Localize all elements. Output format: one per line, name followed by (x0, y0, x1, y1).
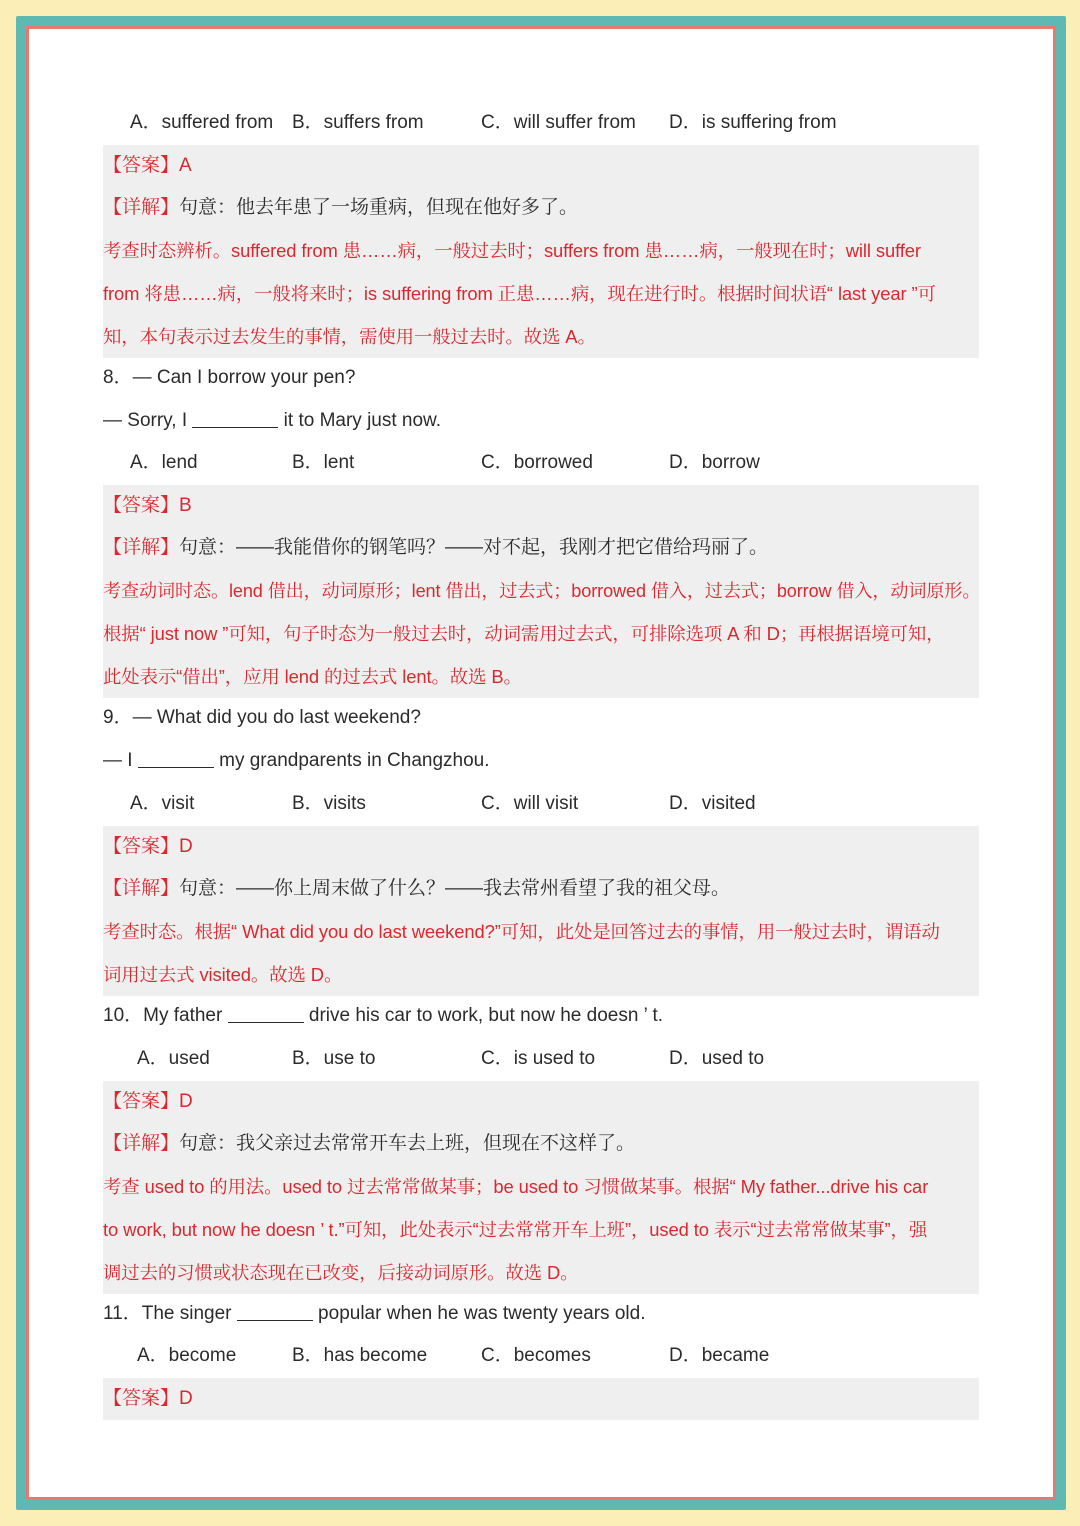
q7-option-b[interactable]: B．suffers from (292, 112, 424, 133)
q8-stem: 8．— Can I borrow your pen? (103, 367, 356, 388)
q10-option-b[interactable]: B．use to (292, 1048, 376, 1069)
q10-blank[interactable] (228, 1002, 304, 1023)
detail-tag: 【详解】 (103, 878, 180, 899)
q9-explanation-1: 考查时态。根据“ What did you do last weekend?”可知，此处是回答过去的事情，用一般过去时，谓语动 (103, 921, 940, 942)
q10-option-c[interactable]: C．is used to (481, 1048, 596, 1069)
answer-tag: 【答案】 (103, 155, 180, 176)
q9-detail-line (103, 868, 730, 910)
q10-options (29, 1038, 929, 1080)
document-page (29, 29, 1053, 1497)
q11-option-a[interactable]: A．become (137, 1345, 237, 1366)
q9-answer-line (103, 826, 193, 868)
q7-option-a[interactable]: A．suffered from (130, 112, 274, 133)
answer-tag: 【答案】 (103, 836, 180, 857)
q10-explanation-2: to work, but now he doesn ’ t.”可知，此处表示“过去常常开车上班”，used to 表示“过去常常做某事”，强 (103, 1219, 928, 1240)
q9-option-c[interactable]: C．will visit (481, 793, 579, 814)
q8-line2 (103, 400, 441, 442)
q10-answer-line (103, 1081, 193, 1123)
q7-answer-box (103, 145, 979, 358)
q7-option-c[interactable]: C．will suffer from (481, 112, 636, 133)
q8-explanation-2: 根据“ just now ”可知，句子时态为一般过去时，动词需用过去式，可排除选项 A 和 D；再根据语境可知， (103, 623, 945, 644)
q8-explanation-1: 考查动词时态。lend 借出，动词原形；lent 借出，过去式；borrowed 借入，过去式；borrow 借入，动词原形。 (103, 581, 981, 601)
q9-answer-box (103, 826, 979, 996)
q10-stem-post: drive his car to work, but now he doesn ’ t. (303, 1005, 664, 1026)
detail-tag: 【详解】 (103, 1133, 180, 1154)
q11-option-c[interactable]: C．becomes (481, 1345, 591, 1366)
q8-option-c[interactable]: C．borrowed (481, 452, 593, 473)
q11-option-d[interactable]: D．became (669, 1345, 770, 1366)
q8-options (29, 442, 929, 484)
q10-option-d[interactable]: D．used to (669, 1048, 765, 1069)
q8-meaning: 句意：——我能借你的钢笔吗？——对不起，我刚才把它借给玛丽了。 (179, 537, 769, 558)
q9-meaning: 句意：——你上周末做了什么？——我去常州看望了我的祖父母。 (179, 878, 731, 899)
detail-tag: 【详解】 (103, 537, 180, 558)
q11-blank[interactable] (237, 1300, 313, 1321)
q7-answer: A (179, 155, 192, 176)
q9-option-d[interactable]: D．visited (669, 793, 756, 814)
q8-answer-line (103, 485, 192, 527)
q10-detail-line (103, 1123, 635, 1165)
q9-line2 (103, 740, 490, 782)
q10-explanation-1: 考查 used to 的用法。used to 过去常常做某事；be used to 习惯做某事。根据“ My father...drive his car (103, 1176, 929, 1197)
q9-blank[interactable] (138, 747, 214, 768)
q11-stem-pre: 11．The singer (103, 1303, 237, 1324)
q8-line2-post: it to Mary just now. (278, 410, 442, 431)
q8-detail-line (103, 527, 768, 569)
q11-answer-box (103, 1378, 979, 1420)
q10-answer: D (179, 1091, 193, 1112)
q10-explanation-3: 调过去的习惯或状态现在已改变，后接动词原形。故选 D。 (103, 1262, 579, 1283)
q7-explanation-1: 考查时态辨析。suffered from 患……病，一般过去时；suffers from 患……病，一般现在时；will suffer (103, 240, 921, 261)
q8-answer: B (179, 495, 192, 516)
detail-tag: 【详解】 (103, 197, 180, 218)
q7-explanation-2: from 将患……病，一般将来时；is suffering from 正患……病，现在进行时。根据时间状语“ last year ”可 (103, 283, 936, 304)
q8-explanation-3: 此处表示“借出”，应用 lend 的过去式 lent。故选 B。 (103, 666, 522, 687)
q7-detail-line (103, 187, 578, 229)
q8-option-a[interactable]: A．lend (130, 452, 198, 473)
q9-answer: D (179, 836, 193, 857)
q11-stem-post: popular when he was twenty years old. (312, 1303, 646, 1324)
q9-line2-pre: — I (103, 750, 138, 771)
q11-answer-line (103, 1378, 193, 1420)
q8-line2-pre: — Sorry, I (103, 410, 193, 431)
answer-tag: 【答案】 (103, 1091, 180, 1112)
q10-answer-box (103, 1081, 979, 1294)
q7-options (29, 102, 929, 144)
q7-meaning: 句意：他去年患了一场重病，但现在他好多了。 (179, 197, 579, 218)
q11-answer: D (179, 1388, 193, 1409)
q10-stem-pre: 10．My father (103, 1005, 228, 1026)
q7-explanation-3: 知，本句表示过去发生的事情，需使用一般过去时。故选 A。 (103, 326, 596, 347)
q9-option-b[interactable]: B．visits (292, 793, 366, 814)
q10-stem (103, 995, 663, 1037)
q11-options (29, 1335, 929, 1377)
answer-tag: 【答案】 (103, 1388, 180, 1409)
q9-line2-post: my grandparents in Changzhou. (213, 750, 490, 771)
q8-answer-box (103, 485, 979, 698)
q8-blank[interactable] (192, 407, 278, 428)
q7-option-d[interactable]: D．is suffering from (669, 112, 837, 133)
q9-option-a[interactable]: A．visit (130, 793, 195, 814)
q9-options (29, 783, 929, 825)
q9-explanation-2: 词用过去式 visited。故选 D。 (103, 964, 343, 985)
q10-meaning: 句意：我父亲过去常常开车去上班，但现在不这样了。 (179, 1133, 636, 1154)
q11-stem (103, 1293, 645, 1335)
q8-option-b[interactable]: B．lent (292, 452, 355, 473)
answer-tag: 【答案】 (103, 495, 180, 516)
q8-option-d[interactable]: D．borrow (669, 452, 760, 473)
q11-option-b[interactable]: B．has become (292, 1345, 428, 1366)
q10-option-a[interactable]: A．used (137, 1048, 210, 1069)
q7-answer-line (103, 145, 192, 187)
q9-stem: 9．— What did you do last weekend? (103, 707, 421, 728)
